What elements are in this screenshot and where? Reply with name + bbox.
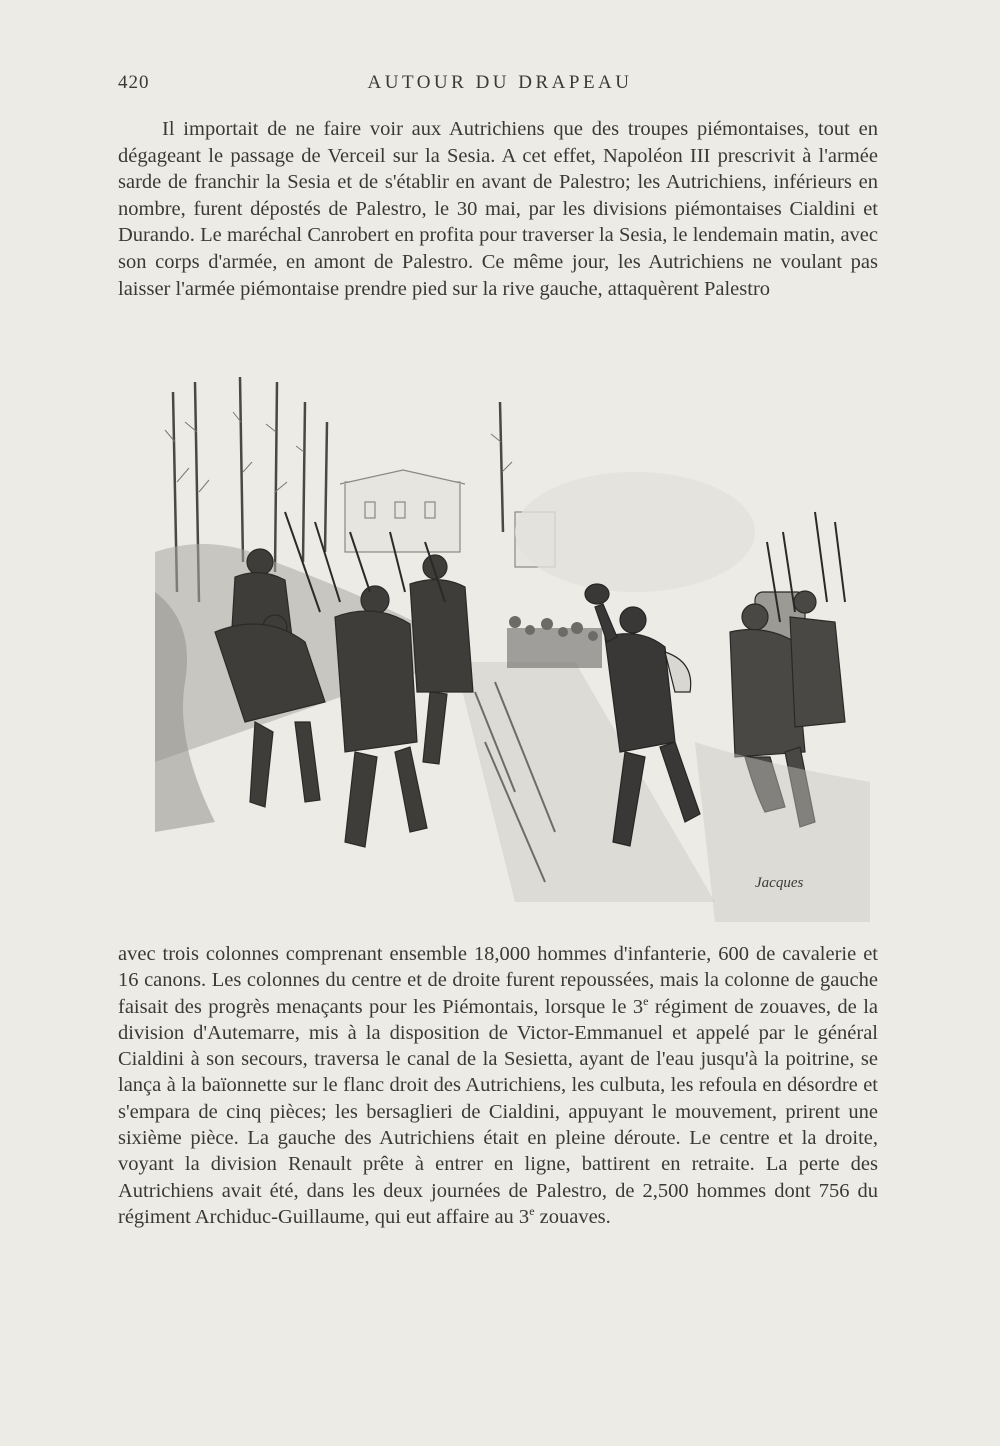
paragraph-bottom-part1: avec trois colonnes comprenant ensemble 18,000 hommes d'infanterie, 600 de cavalerie et 16 canons. Les colonnes du centre et de droite furent repoussées, mais la colonne de gauche faisait des progrès menaçants pour les Piémontais, lorsque le 3 (118, 943, 878, 1018)
page-number: 420 (118, 72, 150, 93)
battle-illustration (155, 362, 870, 922)
paragraph-bottom-part3: zouaves. (534, 1205, 611, 1228)
paragraph-bottom-part2: régiment de zouaves, de la division d'Autemarre, mis à la disposition de Victor-Emmanuel et appelé par le général Cialdini à son secours, traversa le canal de la Sesietta, ayant de l'eau jusqu'à la poitrine, se lança à la baïonnette sur le flanc droit des Autrichiens, les culbuta, les refoula en désordre et s'empara de cinq pièces; les bersaglieri de Cialdini, appuyant le mouvement, prirent une sixième pièce. La gauche des Autrichiens était en pleine déroute. Le centre et la droite, voyant la division Renault prête à entrer en ligne, battirent en retraite. La perte des Autrichiens avait été, dans les deux journées de Palestro, de 2,500 hommes dont 756 du régiment Archiduc-Guillaume, qui eut affaire au 3 (118, 995, 878, 1228)
paragraph-top: Il importait de ne faire voir aux Autrichiens que des troupes piémontaises, tout en dégageant le passage de Verceil sur la Sesia. A cet effet, Napoléon III prescrivit à l'armée sarde de franchir la Sesia et de s'établir en avant de Palestro; les Autrichiens, inférieurs en nombre, furent dépostés de Palestro, le 30 mai, par les divisions piémontaises Cialdini et Durando. Le maréchal Canrobert en profita pour traverser la Sesia, le lendemain matin, avec son corps d'armée, en amont de Palestro. Ce même jour, les Autrichiens ne voulant pas laisser l'armée piémontaise prendre pied sur la rive gauche, attaquèrent Palestro (118, 118, 878, 300)
running-title: AUTOUR DU DRAPEAU (367, 72, 633, 93)
engraving-svg (155, 362, 870, 922)
ordinal-superscript: e (529, 1204, 535, 1219)
paragraph-bottom (118, 941, 878, 1230)
artist-signature: Jacques (755, 875, 804, 891)
ordinal-superscript: e (643, 993, 649, 1008)
